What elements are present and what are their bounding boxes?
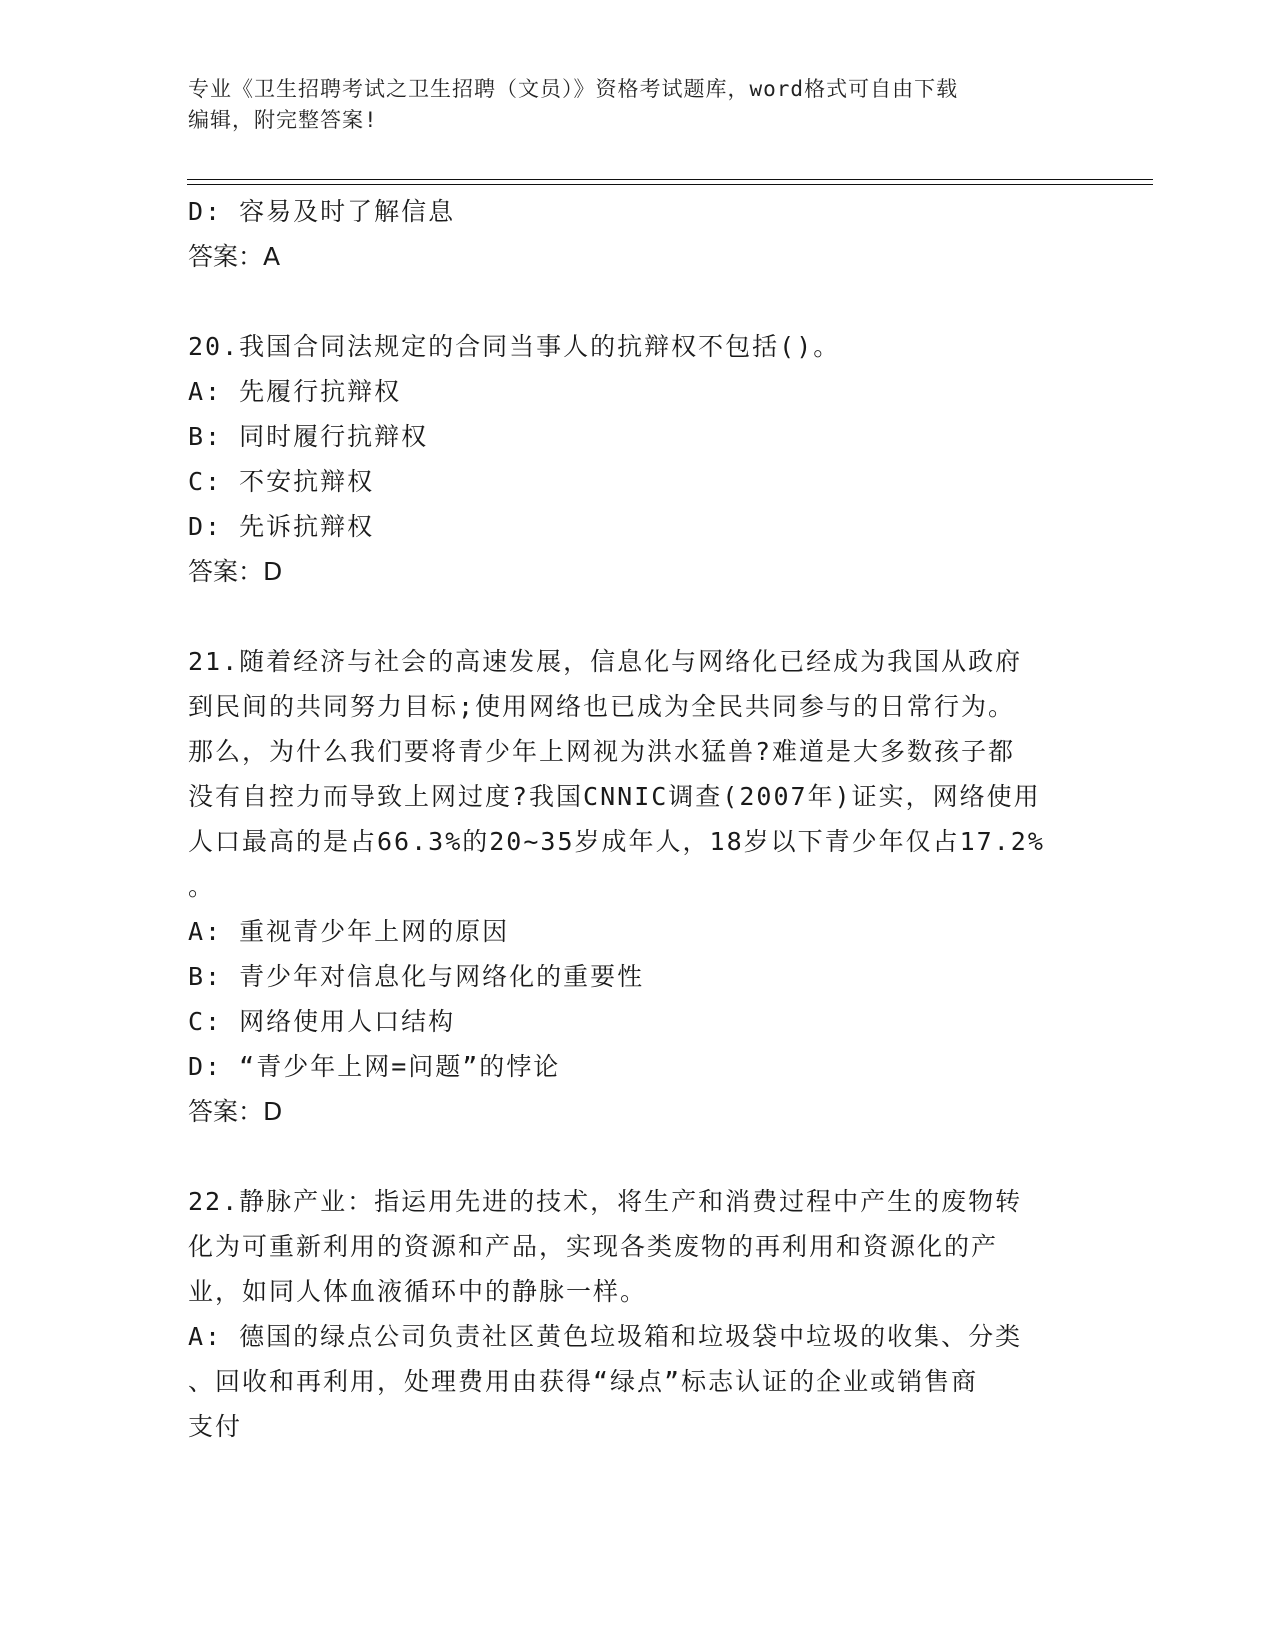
question-stem-line: 没有自控力而导致上网过度?我国CNNIC调查(2007年)证实，网络使用 <box>188 782 1041 811</box>
header-line: 专业《卫生招聘考试之卫生招聘（文员）》资格考试题库，word格式可自由下载 <box>188 77 959 101</box>
header-line: 编辑，附完整答案! <box>188 108 378 132</box>
option-c: C: 不安抗辩权 <box>188 467 375 496</box>
option-a-line: 支付 <box>188 1412 243 1441</box>
question-22 <box>188 1179 1088 1449</box>
option-d: D: 先诉抗辩权 <box>188 512 375 541</box>
question-stem-line: 22.静脉产业：指运用先进的技术，将生产和消费过程中产生的废物转 <box>188 1187 1023 1216</box>
question-stem-line: 21.随着经济与社会的高速发展，信息化与网络化已经成为我国从政府 <box>188 647 1023 676</box>
option-c: C: 网络使用人口结构 <box>188 1007 456 1036</box>
question-stem-line: 到民间的共同努力目标;使用网络也已成为全民共同参与的日常行为。 <box>188 692 1016 721</box>
document-header <box>188 74 1088 136</box>
answer-line: 答案：D <box>188 1097 283 1126</box>
option-b: B: 同时履行抗辩权 <box>188 422 429 451</box>
question-stem-line: 那么，为什么我们要将青少年上网视为洪水猛兽?难道是大多数孩子都 <box>188 737 1016 766</box>
option-d: D: 容易及时了解信息 <box>188 197 456 226</box>
question-stem-line: 。 <box>188 872 216 901</box>
question-19-tail <box>188 189 1088 279</box>
header-divider-bottom <box>187 184 1153 185</box>
question-21 <box>188 639 1088 1134</box>
header-divider-top <box>187 179 1153 180</box>
option-a-line: A: 德国的绿点公司负责社区黄色垃圾箱和垃圾袋中垃圾的收集、分类 <box>188 1322 1023 1351</box>
option-d: D: “青少年上网=问题”的悖论 <box>188 1052 561 1081</box>
option-a-line: 、回收和再利用，处理费用由获得“绿点”标志认证的企业或销售商 <box>188 1367 979 1396</box>
question-stem-line: 化为可重新利用的资源和产品，实现各类废物的再利用和资源化的产 <box>188 1232 999 1261</box>
question-stem: 20.我国合同法规定的合同当事人的抗辩权不包括()。 <box>188 332 841 361</box>
question-20 <box>188 324 1088 594</box>
option-a: A: 重视青少年上网的原因 <box>188 917 510 946</box>
question-stem-line: 人口最高的是占66.3%的20~35岁成年人，18岁以下青少年仅占17.2% <box>188 827 1045 856</box>
question-list <box>188 189 1088 1449</box>
question-stem-line: 业，如同人体血液循环中的静脉一样。 <box>188 1277 648 1306</box>
answer-line: 答案：A <box>188 242 281 271</box>
answer-line: 答案：D <box>188 557 283 586</box>
option-b: B: 青少年对信息化与网络化的重要性 <box>188 962 645 991</box>
option-a: A: 先履行抗辩权 <box>188 377 402 406</box>
